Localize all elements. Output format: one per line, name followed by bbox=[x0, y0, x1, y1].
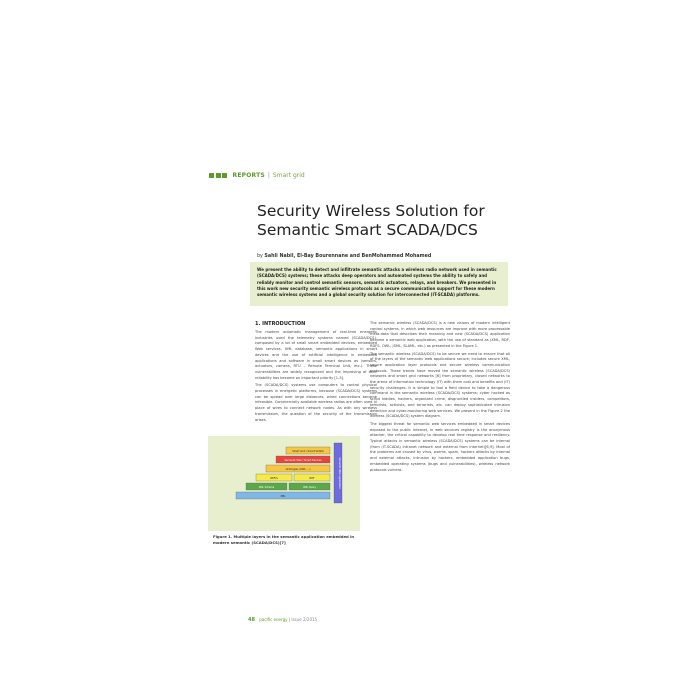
header-separator: | bbox=[267, 171, 270, 179]
paragraph: The (SCADA/DCS) systems use computers to control physical processes in energetic platforms, because (SCADA/DCS) systems can be spread over large distances, wired connections become infeasible. Commercially available wireless radios are often used in place of wires to connect network nodes. As with any wireless transmission, the question of the security of the transmission arises. bbox=[255, 383, 377, 422]
page-footer bbox=[248, 617, 317, 623]
paragraph: The semantic wireless (SCADA/DCS) to be secure we need to ensure that all of the layers of the semantic web applications secure; includes secure XML, secure application layer protocols and secure wireless communication protocols. These trends have moved the semantic wireless (SCADA/DCS) networks and smart grid networks [6] from proprietary, closed networks to the arena of information technology (IT) with them cost and benefits and (IT) security challenges. It is simple to fool a field device to take a dangerous command in the semantic wireless (SCADA/DCS) systems; cyber hacked as script kiddies, hackers, organized crime, disgruntled insiders, competitors, terrorists, activists, and terrorists, etc. can deploy sophisticated intrusion detection and cyber-monitoring web services. We present in the Figure 2 the wireless (SCADA/DCS) system diagram. bbox=[370, 351, 510, 419]
section-header bbox=[209, 170, 305, 180]
article-title bbox=[257, 202, 497, 240]
figure-caption: Figure 1. Multiple layers in the semantic application embedded in modern semantic (SCADA/DCS)[7] bbox=[213, 534, 355, 545]
side-bar-label: Semantic Web Application bbox=[338, 457, 341, 489]
layer-label: XML Schema bbox=[258, 485, 275, 489]
page-number: 48 bbox=[248, 617, 255, 623]
title-line-2: Semantic Smart SCADA/DCS bbox=[257, 221, 478, 239]
header-square-icon bbox=[216, 173, 221, 178]
author-line bbox=[257, 254, 507, 259]
layer-label: RDF/S bbox=[270, 476, 278, 480]
layer-diagram bbox=[212, 439, 356, 528]
figure-1 bbox=[208, 436, 360, 531]
left-column bbox=[255, 330, 377, 425]
layer-label: XML bbox=[280, 494, 286, 498]
layer-label: XML Query bbox=[302, 485, 317, 489]
footer-separator: | bbox=[288, 617, 292, 622]
article-page bbox=[195, 0, 513, 700]
author-prefix: by bbox=[257, 254, 263, 259]
title-line-1: Security Wireless Solution for bbox=[257, 202, 485, 220]
layer-label: RDF bbox=[309, 476, 315, 480]
layer-label: Smart Grid / Smart SCADA bbox=[292, 449, 324, 453]
author-names: Sahli Nabil, El-Bay Bourennane and BenMohammed Mohamed bbox=[264, 254, 432, 259]
abstract-box: We present the ability to detect and infiltrate semantic attacks a wireless radio network used in semantic (SCADA/DCS) systems; these attacks deep operators and automated systems the ability to safely and reliably monitor and control semantic sensors, semantic actuators, relays, and breakers. We presented in this work new security semantic wireless protocols as a secure communication support for these modern semantic wireless systems and a global security solution for interconnected (IT-SCADA) platforms. bbox=[250, 262, 508, 306]
journal-name: pacific energy bbox=[259, 617, 288, 622]
layer-label: Ontologies (OWL, ...) bbox=[285, 467, 311, 471]
issue-label: Issue 2/2015 bbox=[291, 617, 318, 622]
header-square-icon bbox=[222, 173, 227, 178]
topic-label: Smart grid bbox=[272, 171, 305, 179]
section-heading: 1. INTRODUCTION bbox=[255, 321, 306, 327]
paragraph: The modern automatic management of real-time energetic industries used the telemetry systems named (SCADA/DCS), composed by a lot of small smart embedded devices, embedded Web services, XML database, semantic applications in smart devices and the use of artificial intelligence in embedded applications and software in small smart devices as (sensors, actuators, camera, RTU – Remote Terminal Unit, etc.). These vulnerabilities are widely recognized and the improving of their reliability has become an important priority [1-5]. bbox=[255, 330, 377, 380]
section-label: REPORTS bbox=[232, 171, 265, 179]
layer-label: Semantic Web / Smart Devices bbox=[284, 458, 322, 462]
paragraph: The semantic wireless (SCADA/DCS) is a new visions of modern intelligent control systems, in which web resources are improve with more processable meta-data that describes their meaning and new (SCADA/DCS) application become a semantic web application, with the use of standard as (XML, RDF, RDFS, OWL, JSML, SLAML, etc.) as presented in the Figure 1. bbox=[370, 321, 510, 348]
header-square-icon bbox=[209, 173, 214, 178]
right-column bbox=[370, 321, 510, 475]
paragraph: The biggest threat for semantic web services embedded in smart devices exposed to the public internet, in web services registry is the anonymous attacker, the critical capability to develop real time response and resiliency. Typical attacks in semantic wireless (SCADA/DCS) systems can be internal (from (IT-SCADA) intranet network and external from internet)[6,9]. Most of the problems are caused by virus, worms, spam, hackers attacks by internal and external attacks, intrusion by hackers, embedded application bugs, embedded operating systems (bugs and vulnerabilities), wireless network protocols vulnera- bbox=[370, 421, 510, 472]
